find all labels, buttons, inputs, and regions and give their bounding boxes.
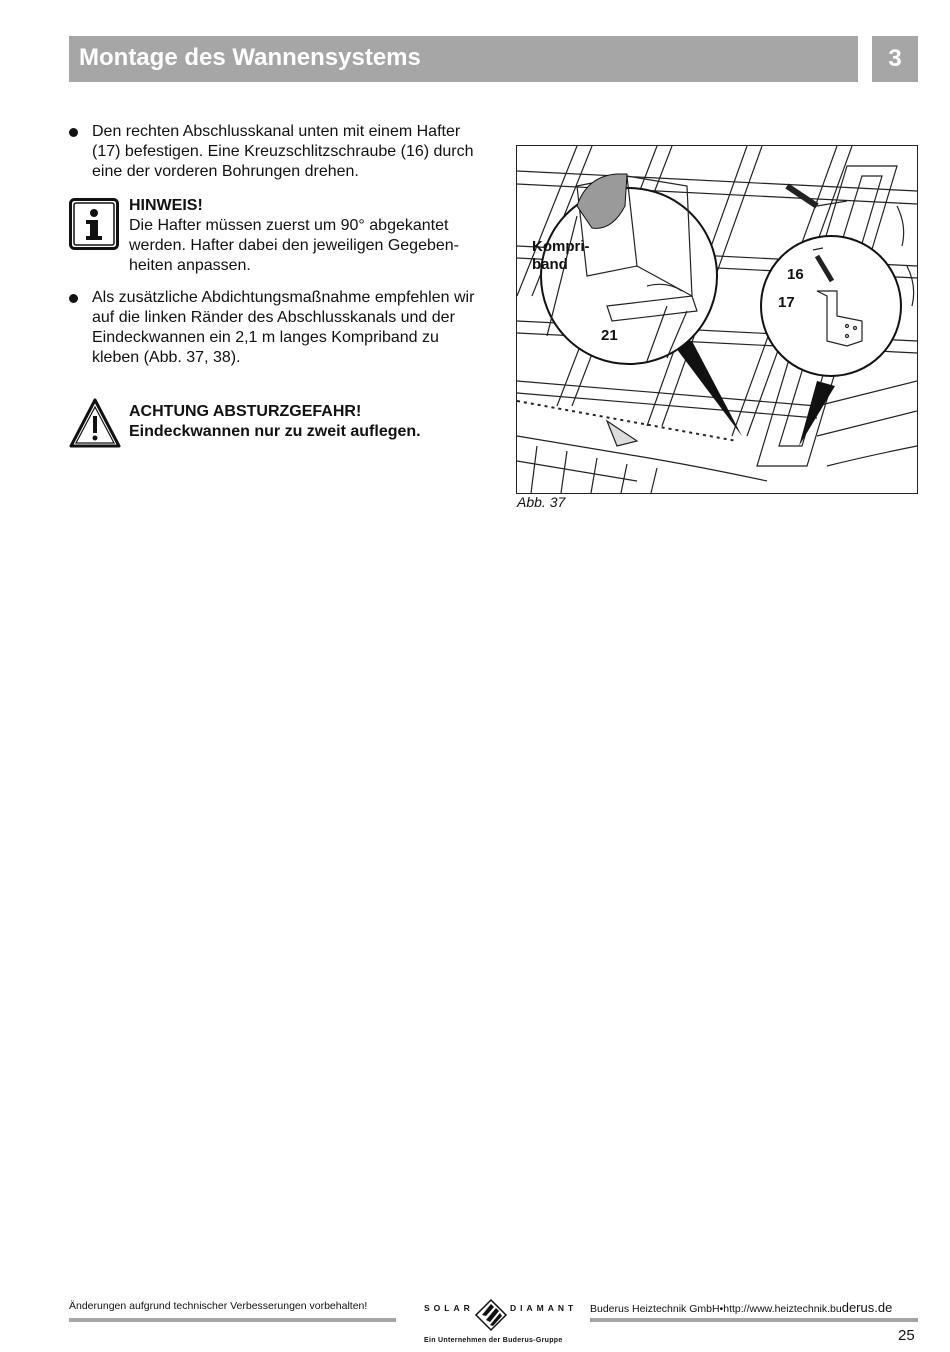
bullet-dot xyxy=(69,128,78,137)
bullet-text: Den rechten Abschlusskanal unten mit einem Hafter (17) befestigen. Eine Kreuzschlitzschraube (16) durch eine der vorderen Bohrungen drehen. xyxy=(92,123,474,180)
figure-label-16: 16 xyxy=(787,266,804,283)
footer-divider-left xyxy=(69,1318,396,1322)
bullet-dot xyxy=(69,294,78,303)
footer-divider-right xyxy=(590,1318,918,1322)
logo-text-diamant: DIAMANT xyxy=(510,1303,578,1313)
footer-disclaimer: Änderungen aufgrund technischer Verbesserungen vorbehalten! xyxy=(69,1300,368,1312)
solar-diamant-logo-icon xyxy=(474,1298,508,1332)
note-text: Die Hafter müssen zuerst um 90° abgekantet werden. Hafter dabei den jeweiligen Gegeben-heiten anpassen. xyxy=(129,217,459,274)
bullet-item xyxy=(69,288,489,368)
figure-label-21: 21 xyxy=(601,327,618,344)
logo-subtitle: Ein Unternehmen der Buderus-Gruppe xyxy=(424,1337,563,1344)
header-bar xyxy=(69,36,858,82)
info-icon xyxy=(69,198,119,250)
page-number: 25 xyxy=(898,1327,915,1344)
warning-box xyxy=(69,402,489,454)
logo-text-solar: SOLAR xyxy=(424,1303,474,1313)
warning-text: Eindeckwannen nur zu zweit auflegen. xyxy=(129,423,421,440)
figure-roof-illustration xyxy=(516,145,918,494)
figure-caption: Abb. 37 xyxy=(517,494,566,510)
bullet-item xyxy=(69,122,489,182)
footer-company-text: Buderus Heiztechnik GmbH•http://www.heiztechnik.bu xyxy=(590,1303,842,1315)
footer-company xyxy=(590,1300,892,1315)
figure-label-kompriband xyxy=(532,238,590,274)
figure-label-17: 17 xyxy=(778,294,795,311)
note-title: HINWEIS! xyxy=(129,197,203,214)
label-kompriband-line1: Kompri- xyxy=(532,238,590,255)
warning-title: ACHTUNG ABSTURZGEFAHR! xyxy=(129,403,362,420)
page-title: Montage des Wannensystems xyxy=(79,44,421,71)
footer-company-domain: derus.de xyxy=(841,1300,893,1315)
instruction-text xyxy=(69,122,489,454)
note-box xyxy=(69,196,489,276)
label-kompriband-line2: band xyxy=(532,256,568,273)
chapter-number: 3 xyxy=(872,36,918,82)
bullet-text: Als zusätzliche Abdichtungsmaßnahme empfehlen wir auf die linken Ränder des Abschlusskanals und der Eindeckwannen ein 2,1 m langes Kompriband zu kleben (Abb. 37, 38). xyxy=(92,289,475,366)
warning-triangle-icon xyxy=(69,398,121,448)
roof-drawing xyxy=(517,146,917,493)
